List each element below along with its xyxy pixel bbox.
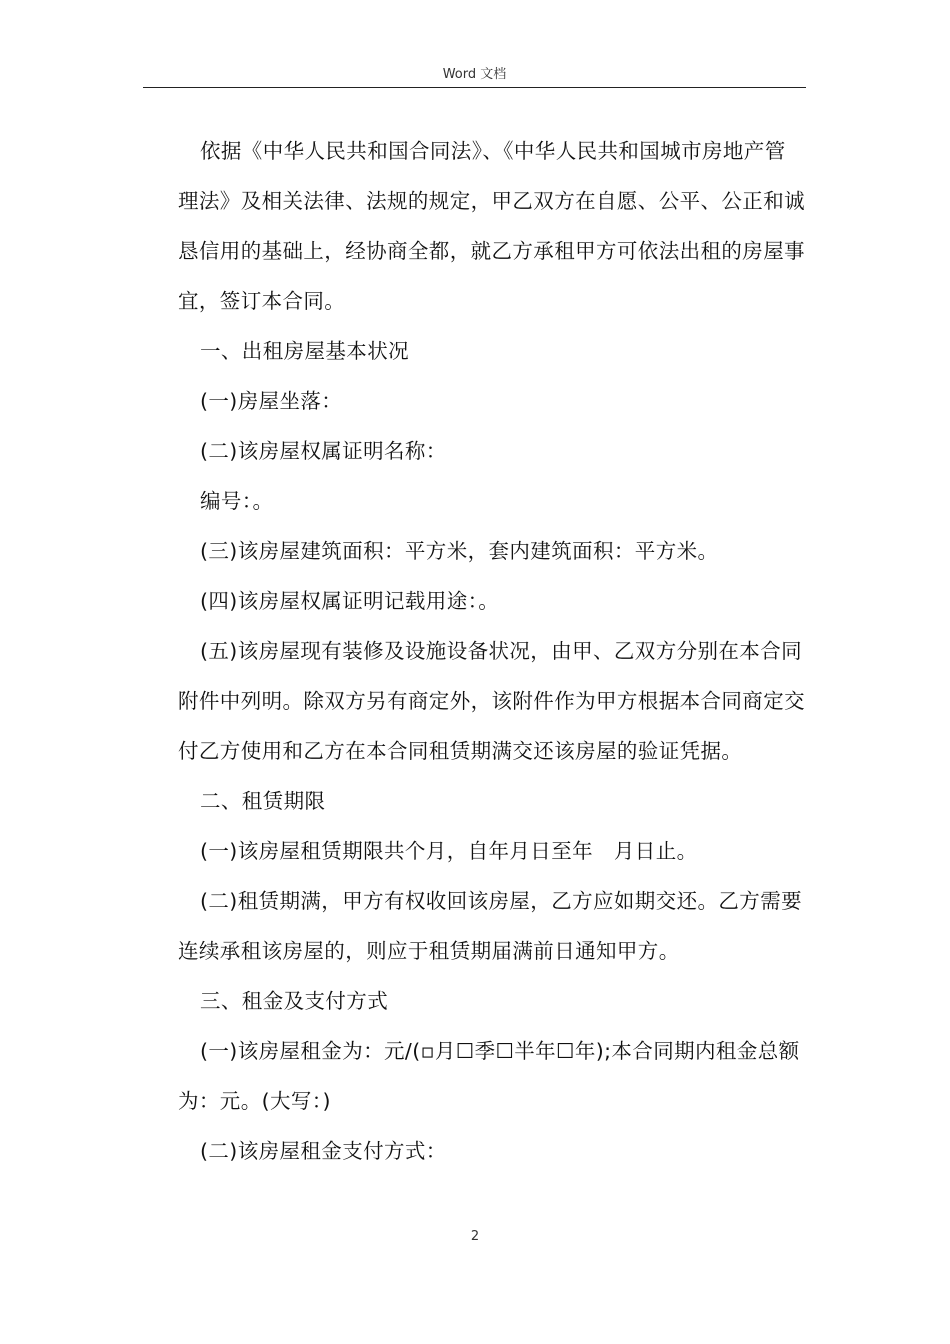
- paragraph-usage: (四)该房屋权属证明记载用途：。: [200, 589, 500, 613]
- paragraph-rent-amount: (一)该房屋租金为：元/(▫月☐季☐半年☐年);本合同期内租金总额为：元。(大写：): [178, 1039, 800, 1113]
- header-divider: [143, 87, 806, 88]
- document-body: [178, 126, 806, 1176]
- paragraph-area: (三)该房屋建筑面积：平方米，套内建筑面积：平方米。: [200, 539, 719, 563]
- paragraph-lease-term: (一)该房屋租赁期限共个月，自年月日至年 月日止。: [200, 839, 698, 863]
- paragraph-certificate-name: (二)该房屋权属证明名称：: [200, 439, 447, 463]
- section-heading-1: 一、出租房屋基本状况: [200, 339, 409, 363]
- paragraph-certificate-number: 编号：。: [200, 489, 274, 513]
- paragraph-lease-expiry: (二)租赁期满，甲方有权收回该房屋，乙方应如期交还。乙方需要连续承租该房屋的，则应于租赁期届满前日通知甲方。: [178, 889, 802, 963]
- paragraph-location: (一)房屋坐落：: [200, 389, 343, 413]
- document-header: Word 文档: [442, 67, 507, 82]
- paragraph-facilities: (五)该房屋现有装修及设施设备状况，由甲、乙双方分别在本合同附件中列明。除双方另有商定外，该附件作为甲方根据本合同商定交付乙方使用和乙方在本合同租赁期满交还该房屋的验证凭据。: [178, 639, 805, 763]
- paragraph-preamble: 依据《中华人民共和国合同法》、《中华人民共和国城市房地产管理法》及相关法律、法规的规定，甲乙双方在自愿、公平、公正和诚恳信用的基础上，经协商全都，就乙方承租甲方可依法出租的房屋事宜，签订本合同。: [178, 139, 805, 313]
- page-number: 2: [470, 1229, 480, 1244]
- section-heading-2: 二、租赁期限: [200, 789, 326, 813]
- section-heading-3: 三、租金及支付方式: [200, 989, 389, 1013]
- paragraph-rent-payment: (二)该房屋租金支付方式：: [200, 1139, 447, 1163]
